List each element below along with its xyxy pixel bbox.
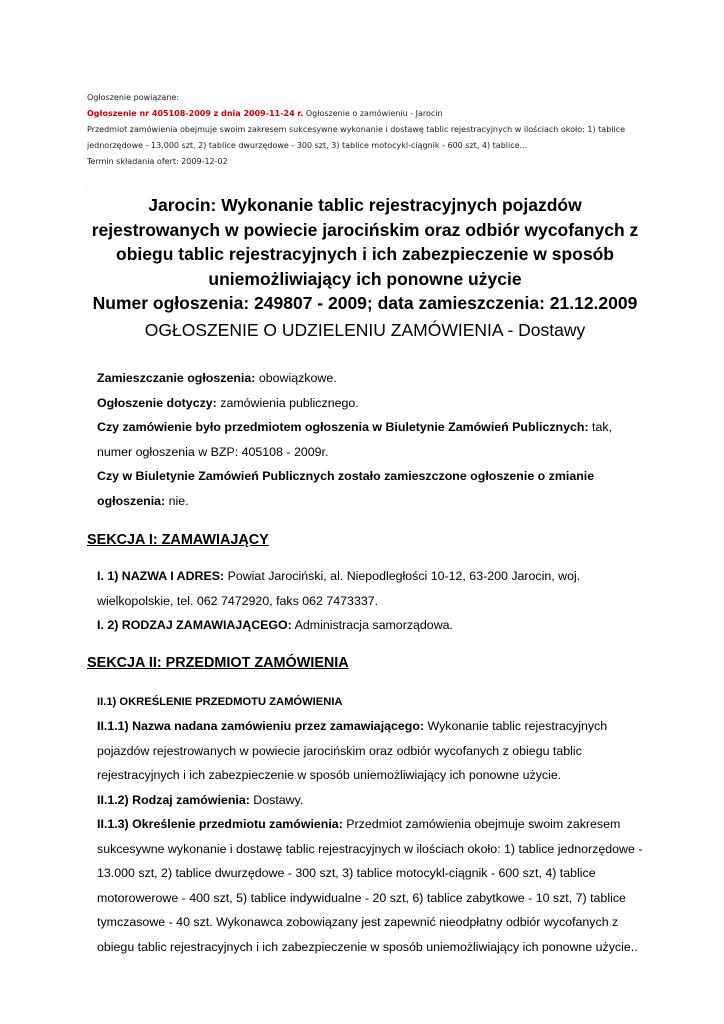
related-link[interactable]: Ogłoszenie nr 405108-2009 z dnia 2009-11-24 r. xyxy=(87,109,304,118)
field-label: Ogłoszenie dotyczy: xyxy=(97,395,217,410)
related-announcement xyxy=(87,92,687,172)
intro-row xyxy=(97,464,657,489)
section-heading: SEKCJA I: ZAMAWIAJĄCY xyxy=(87,532,269,548)
intro-row: numer ogłoszenia w BZP: 405108 - 2009r. xyxy=(97,444,329,459)
section2-block xyxy=(97,714,657,959)
subsection-heading: II.1) OKREŚLENIE PRZEDMOTU ZAMÓWIENIA xyxy=(97,696,343,708)
field-label: I. 2) RODZAJ ZAMAWIAJĄCEGO: xyxy=(97,618,292,632)
field-value: obowiązkowe. xyxy=(255,371,337,385)
announcement-number: Numer ogłoszenia: 249807 - 2009; data zamieszczenia: 21.12.2009 xyxy=(92,293,638,313)
field-value: Przedmiot zamówienia obejmuje swoim zakresem xyxy=(342,817,621,831)
section2-row xyxy=(97,714,657,739)
section1-row: wielkopolskie, tel. 062 7472920, faks 062 7473337. xyxy=(97,593,379,608)
field-value: Administracja samorządowa. xyxy=(291,618,453,632)
field-value: zamówienia publicznego. xyxy=(216,395,359,410)
section1-block xyxy=(97,564,657,638)
section2-row: tymczasowe - 40 szt. Wykonawca zobowiązany jest zapewnić nieodpłatny odbiór wycofanych z xyxy=(97,915,619,929)
field-value: Dostawy. xyxy=(249,792,304,807)
field-value: Powiat Jarociński, al. Niepodległości 10-12, 63-200 Jarocin, woj. xyxy=(224,569,581,583)
section2-row: motorowerowe - 400 szt, 5) tablice indywidualne - 20 szt, 6) tablice zabytkowe - 10 szt, 7) tablice xyxy=(97,890,626,905)
section2-row xyxy=(97,788,657,813)
document-title xyxy=(60,193,670,316)
field-label: II.1.1) Nazwa nadana zamówieniu przez zamawiającego: xyxy=(97,719,425,733)
intro-row xyxy=(97,489,657,514)
field-label: II.1.3) Określenie przedmiotu zamówienia: xyxy=(97,817,343,831)
title-line: uniemożliwiający ich ponowne użycie xyxy=(208,268,522,289)
section2-row: sukcesywne wykonanie i dostawę tablic rejestracyjnych w ilościach około: 1) tablice jednorzędowe - xyxy=(97,841,643,856)
section1-row xyxy=(97,613,657,638)
title-line: obiegu tablic rejestracyjnych i ich zabezpieczenie w sposób xyxy=(116,244,614,264)
field-value: Wykonanie tablic rejestracyjnych xyxy=(424,719,608,733)
intro-row xyxy=(97,391,657,416)
field-label: II.1.2) Rodzaj zamówienia: xyxy=(97,792,250,807)
intro-row xyxy=(97,415,657,440)
related-link-line xyxy=(87,108,687,119)
field-value: nie. xyxy=(165,493,189,508)
related-desc-line: jednorzędowe - 13.000 szt, 2) tablice dwurzędowe - 300 szt, 3) tablice motocykl-ciągnik - 600 szt, 4) tablice... xyxy=(87,141,528,150)
related-heading: Ogłoszenie powiązane: xyxy=(87,93,180,102)
field-label: ogłoszenia: xyxy=(97,493,166,508)
separator-dot: . xyxy=(87,183,89,189)
related-deadline: Termin składania ofert: 2009-12-02 xyxy=(87,157,228,166)
section2-row: rejestracyjnych i ich zabezpieczenie w sposób uniemożliwiający ich ponowne użycie. xyxy=(97,768,562,782)
section2-row: pojazdów rejestrowanych w powiecie jarocińskim oraz odbiór wycofanych z obiegu tablic xyxy=(97,743,582,758)
section-heading: SEKCJA II: PRZEDMIOT ZAMÓWIENIA xyxy=(87,655,349,671)
related-desc-line: Przedmiot zamówienia obejmuje swoim zakresem sukcesywne wykonanie i dostawę tablic rejestracyjnych w ilościach około: 1) tablice xyxy=(87,125,626,134)
section2-row: 13.000 szt, 2) tablice dwurzędowe - 300 szt, 3) tablice motocykl-ciągnik - 600 szt, 4) tablice xyxy=(97,866,596,880)
section2-row: obiegu tablic rejestracyjnych i ich zabezpieczenie w sposób uniemożliwiający ich ponowne użycie.. xyxy=(97,939,638,954)
title-line: Jarocin: Wykonanie tablic rejestracyjnych pojazdów xyxy=(148,195,582,215)
section2-row xyxy=(97,812,657,837)
intro-block xyxy=(97,366,657,513)
field-value: tak, xyxy=(588,420,613,434)
title-line: rejestrowanych w powiecie jarocińskim oraz odbiór wycofanych z xyxy=(91,219,639,240)
section1-row xyxy=(97,564,657,589)
field-label: Czy zamówienie było przedmiotem ogłoszenia w Biuletynie Zamówień Publicznych: xyxy=(97,420,589,434)
related-link-suffix: Ogłoszenie o zamówieniu - Jarocin xyxy=(303,109,443,118)
intro-row xyxy=(97,366,657,391)
document-subtitle: OGŁOSZENIE O UDZIELENIU ZAMÓWIENIA - Dostawy xyxy=(144,320,586,340)
field-label: Zamieszczanie ogłoszenia: xyxy=(97,371,256,385)
field-label: I. 1) NAZWA I ADRES: xyxy=(97,569,225,583)
field-label: Czy w Biuletynie Zamówień Publicznych zostało zamieszczone ogłoszenie o zmianie xyxy=(97,469,595,483)
